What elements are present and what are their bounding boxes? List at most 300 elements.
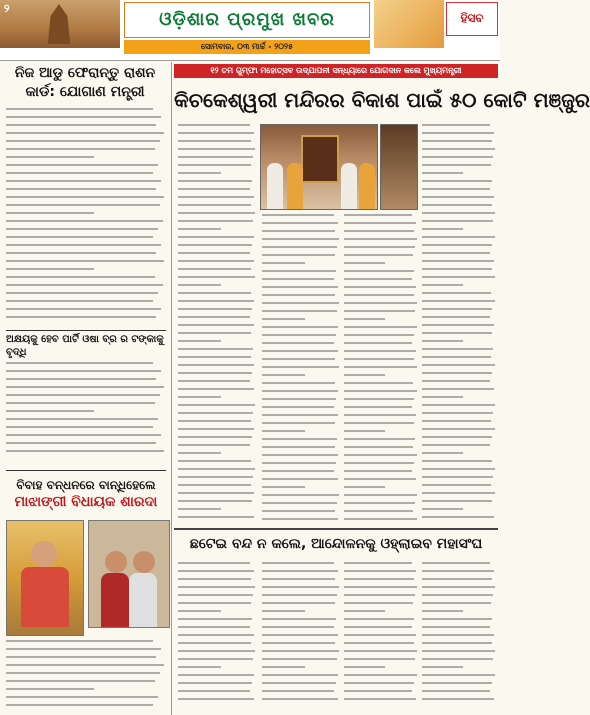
text-line — [6, 316, 156, 318]
text-line — [344, 650, 417, 652]
text-line — [344, 310, 415, 312]
text-line — [178, 300, 254, 302]
text-line — [422, 388, 494, 390]
text-line — [344, 462, 414, 464]
text-line — [262, 666, 305, 668]
text-line — [344, 278, 412, 280]
text-line — [178, 618, 252, 620]
text-line — [178, 650, 255, 652]
text-line — [6, 140, 160, 142]
text-line — [422, 364, 495, 366]
text-line — [6, 640, 153, 642]
text-line — [262, 634, 338, 636]
text-line — [262, 610, 305, 612]
text-line — [262, 650, 339, 652]
text-line — [422, 444, 490, 446]
person-figure — [341, 163, 357, 209]
text-line — [262, 618, 336, 620]
bottom-article-column-3 — [344, 562, 418, 710]
text-line — [262, 318, 305, 320]
text-line — [422, 396, 463, 398]
text-line — [422, 260, 494, 262]
text-line — [422, 682, 492, 684]
text-line — [344, 350, 416, 352]
text-line — [422, 666, 463, 668]
text-line — [178, 308, 252, 310]
text-line — [6, 648, 161, 650]
text-line — [178, 276, 255, 278]
text-line — [344, 334, 414, 336]
text-line — [178, 204, 251, 206]
text-line — [178, 682, 252, 684]
text-line — [422, 476, 493, 478]
text-line — [422, 452, 463, 454]
text-line — [344, 698, 416, 700]
text-line — [178, 164, 251, 166]
bride-face — [31, 541, 57, 567]
text-line — [344, 510, 413, 512]
text-line — [178, 380, 250, 382]
groom-face — [105, 551, 127, 573]
text-line — [344, 374, 385, 376]
text-line — [178, 674, 254, 676]
text-line — [262, 390, 338, 392]
text-line — [6, 696, 158, 698]
text-line — [178, 260, 254, 262]
text-line — [262, 494, 339, 496]
text-line — [422, 252, 490, 254]
text-line — [422, 276, 495, 278]
text-line — [344, 326, 417, 328]
text-line — [422, 500, 492, 502]
text-line — [178, 324, 254, 326]
text-line — [6, 442, 156, 444]
text-line — [178, 586, 255, 588]
headline-wedding-line2: ମାଝାଙ୍ଗୀ ବିଧାୟକ ଶାରଦା — [14, 494, 158, 511]
text-line — [178, 172, 221, 174]
text-line — [262, 470, 334, 472]
plaque-unveiling — [301, 135, 339, 183]
text-line — [262, 562, 334, 564]
text-line — [344, 634, 416, 636]
text-line — [6, 434, 161, 436]
text-line — [178, 476, 253, 478]
text-line — [422, 508, 463, 510]
text-line — [422, 468, 495, 470]
text-line — [262, 238, 339, 240]
text-line — [178, 284, 221, 286]
text-line — [422, 308, 492, 310]
temple-idol-photo — [380, 124, 418, 210]
text-line — [6, 212, 94, 214]
text-line — [6, 172, 153, 174]
text-line — [344, 454, 417, 456]
text-line — [422, 586, 495, 588]
text-line — [262, 626, 334, 628]
text-line — [422, 188, 490, 190]
text-line — [262, 602, 335, 604]
newspaper-logo — [446, 2, 498, 36]
text-line — [422, 602, 491, 604]
divider — [6, 330, 166, 331]
column-separator — [171, 62, 172, 715]
text-line — [178, 252, 250, 254]
text-line — [422, 570, 494, 572]
text-line — [422, 180, 492, 182]
text-line — [422, 578, 492, 580]
text-line — [262, 398, 336, 400]
text-line — [262, 366, 339, 368]
decorative-banner-image — [374, 0, 444, 48]
text-line — [422, 674, 495, 676]
text-line — [178, 594, 253, 596]
text-line — [6, 148, 155, 150]
text-line — [6, 164, 158, 166]
temple-banner-image — [0, 0, 120, 48]
text-line — [6, 156, 94, 158]
text-line — [344, 270, 414, 272]
text-line — [6, 124, 156, 126]
text-line — [344, 470, 412, 472]
person-figure — [267, 163, 283, 209]
text-line — [344, 518, 417, 520]
text-line — [422, 690, 490, 692]
text-line — [344, 578, 414, 580]
headline-ration-card-line2: କାର୍ଡ: ଯୋଗାଣ ମନ୍ତ୍ରୀ — [25, 84, 145, 101]
text-line — [422, 634, 494, 636]
text-line — [344, 366, 417, 368]
text-line — [422, 292, 491, 294]
text-line — [6, 664, 164, 666]
text-line — [178, 698, 254, 700]
text-line — [422, 124, 490, 126]
text-line — [178, 132, 254, 134]
text-line — [178, 356, 251, 358]
text-line — [6, 268, 94, 270]
text-line — [422, 324, 494, 326]
bride-face-2 — [133, 551, 155, 573]
text-line — [178, 642, 251, 644]
text-line — [178, 140, 251, 142]
text-line — [6, 180, 161, 182]
section-divider — [174, 528, 498, 530]
bottom-article-column-1 — [178, 562, 256, 710]
text-line — [422, 268, 492, 270]
text-line — [178, 602, 251, 604]
text-line — [178, 228, 221, 230]
text-line — [344, 230, 414, 232]
main-story-strap: ୧୨ ତମ ଗୁମ୍ଫା ମହୋତ୍ସବ ଉଦ୍‌ଯାପନୀ ସନ୍ଧ୍ୟାରେ ଯୋଗଦାନ କଲେ ମୁଖ୍ୟମନ୍ତ୍ରୀ — [174, 64, 498, 78]
bottom-article-column-2 — [262, 562, 340, 710]
text-line — [344, 254, 413, 256]
text-line — [344, 562, 412, 564]
text-line — [178, 332, 251, 334]
text-line — [6, 252, 156, 254]
text-line — [344, 494, 417, 496]
text-line — [344, 214, 412, 216]
text-line — [178, 340, 221, 342]
text-line — [178, 626, 250, 628]
text-line — [178, 412, 253, 414]
text-line — [422, 484, 491, 486]
text-line — [422, 156, 493, 158]
headline-ration-card — [4, 66, 166, 101]
text-line — [344, 358, 414, 360]
text-line — [344, 690, 412, 692]
text-line — [262, 510, 335, 512]
text-line — [262, 230, 335, 232]
text-line — [262, 270, 336, 272]
text-line — [6, 426, 153, 428]
text-line — [262, 278, 334, 280]
text-line — [6, 292, 158, 294]
text-line — [6, 386, 164, 388]
text-line — [422, 594, 493, 596]
text-line — [422, 164, 491, 166]
text-line — [344, 414, 416, 416]
text-line — [6, 450, 164, 452]
text-line — [344, 446, 413, 448]
main-article-column-4 — [422, 124, 496, 526]
text-line — [262, 486, 305, 488]
bottom-article-column-4 — [422, 562, 496, 710]
text-line — [344, 246, 415, 248]
page-number: ୨ — [4, 2, 10, 15]
text-line — [344, 502, 415, 504]
text-line — [422, 698, 494, 700]
text-line — [178, 348, 253, 350]
text-line — [6, 418, 158, 420]
headline-ration-card-line1: ନିଜ ଆଡୁ ଫେରାନ୍ତୁ ରାଶନ — [14, 65, 156, 81]
text-line — [6, 116, 161, 118]
headline-akshaya: ଅକ୍ଷୟକୁ ହେବ ପାର୍ଟି ଓଷା ବ୍ର ର ଟଙ୍କାକୁ ବୃଦ୍ଧି — [6, 334, 164, 358]
text-line — [344, 390, 417, 392]
text-line — [6, 410, 94, 412]
text-line — [262, 286, 338, 288]
section-title-box — [124, 2, 370, 38]
text-line — [344, 262, 385, 264]
text-line — [422, 460, 492, 462]
text-line — [6, 362, 153, 364]
text-line — [344, 570, 416, 572]
article-akshaya-body — [6, 362, 166, 462]
text-line — [178, 500, 252, 502]
text-line — [344, 626, 412, 628]
text-line — [344, 674, 417, 676]
text-line — [6, 378, 156, 380]
text-line — [6, 688, 94, 690]
text-line — [422, 380, 490, 382]
divider — [6, 470, 166, 471]
text-line — [178, 220, 253, 222]
text-line — [178, 396, 221, 398]
text-line — [178, 156, 253, 158]
text-line — [422, 420, 491, 422]
main-headline: କିଚକେଶ୍ୱରୀ ମନ୍ଦିରର ବିକାଶ ପାଇଁ ୫୦ କୋଟି ମଞ୍ଜୁର — [174, 88, 590, 112]
text-line — [178, 492, 254, 494]
text-line — [422, 516, 494, 518]
headline-wedding — [6, 478, 166, 511]
text-line — [6, 284, 163, 286]
text-line — [6, 300, 153, 302]
text-line — [344, 286, 416, 288]
text-line — [344, 294, 414, 296]
text-line — [422, 284, 463, 286]
text-line — [262, 326, 338, 328]
text-line — [178, 428, 254, 430]
text-line — [344, 398, 414, 400]
text-line — [262, 350, 338, 352]
text-line — [178, 180, 252, 182]
text-line — [178, 460, 251, 462]
text-line — [422, 236, 495, 238]
text-line — [422, 650, 495, 652]
text-line — [6, 220, 163, 222]
bottom-headline: ଛଟେଇ ବନ୍ଦ ନ କଲେ, ଆନ୍ଦୋଳନକୁ ଓହ୍ଲାଇବ ମହାସଂଘ — [189, 536, 483, 552]
text-line — [262, 578, 335, 580]
text-line — [178, 364, 254, 366]
text-line — [422, 228, 463, 230]
main-article-column-2 — [262, 214, 340, 526]
text-line — [262, 690, 334, 692]
text-line — [178, 148, 255, 150]
text-line — [422, 372, 492, 374]
text-line — [262, 462, 336, 464]
text-line — [6, 236, 153, 238]
text-line — [178, 196, 254, 198]
text-line — [422, 300, 495, 302]
text-line — [422, 204, 492, 206]
text-line — [178, 468, 255, 470]
text-line — [178, 484, 251, 486]
text-line — [6, 370, 161, 372]
text-line — [262, 358, 335, 360]
text-line — [344, 642, 414, 644]
text-line — [262, 594, 337, 596]
text-line — [262, 658, 337, 660]
text-line — [178, 244, 252, 246]
text-line — [262, 642, 335, 644]
text-line — [262, 246, 337, 248]
text-line — [6, 188, 156, 190]
text-line — [262, 254, 335, 256]
text-line — [262, 438, 337, 440]
text-line — [422, 140, 492, 142]
text-line — [422, 436, 492, 438]
text-line — [6, 132, 164, 134]
main-article-column-3 — [344, 214, 418, 526]
dateline: ସୋମବାର, ୦୩ ମାର୍ଚ୍ଚ - ୨୦୨୫ — [124, 40, 370, 54]
text-line — [178, 508, 221, 510]
text-line — [344, 406, 412, 408]
headline-wedding-line1: ବିବାହ ବନ୍ଧନରେ ବାନ୍ଧିହେଲେ — [16, 478, 156, 492]
bride-photo — [6, 520, 84, 636]
text-line — [344, 382, 413, 384]
text-line — [178, 316, 250, 318]
text-line — [422, 356, 491, 358]
text-line — [344, 602, 413, 604]
text-line — [262, 374, 305, 376]
text-line — [344, 618, 414, 620]
text-line — [178, 236, 254, 238]
text-line — [6, 402, 155, 404]
text-line — [6, 196, 164, 198]
text-line — [422, 618, 492, 620]
text-line — [422, 428, 495, 430]
text-line — [262, 334, 336, 336]
person-figure — [359, 163, 375, 209]
text-line — [262, 302, 339, 304]
text-line — [344, 238, 417, 240]
groom-attire — [101, 573, 129, 627]
text-line — [6, 244, 161, 246]
text-line — [422, 404, 495, 406]
text-line — [262, 674, 338, 676]
text-line — [422, 658, 493, 660]
text-line — [344, 222, 416, 224]
text-line — [262, 294, 335, 296]
text-line — [6, 656, 156, 658]
text-line — [262, 454, 338, 456]
text-line — [262, 570, 338, 572]
text-line — [178, 292, 251, 294]
text-line — [178, 388, 254, 390]
text-line — [262, 518, 338, 520]
text-line — [344, 342, 412, 344]
text-line — [178, 372, 252, 374]
text-line — [344, 666, 385, 668]
text-line — [262, 214, 334, 216]
text-line — [422, 148, 495, 150]
masthead — [0, 0, 500, 61]
text-line — [178, 658, 253, 660]
text-line — [262, 682, 336, 684]
text-line — [344, 594, 415, 596]
text-line — [262, 310, 337, 312]
text-line — [178, 212, 255, 214]
text-line — [178, 188, 250, 190]
text-line — [262, 586, 339, 588]
text-line — [344, 610, 385, 612]
text-line — [178, 666, 221, 668]
text-line — [262, 406, 334, 408]
couple-photo — [88, 520, 170, 628]
text-line — [422, 212, 495, 214]
text-line — [344, 586, 417, 588]
text-line — [262, 478, 338, 480]
bride-attire — [129, 573, 157, 627]
text-line — [422, 626, 490, 628]
text-line — [344, 430, 385, 432]
text-line — [178, 444, 250, 446]
text-line — [344, 658, 415, 660]
text-line — [344, 486, 385, 488]
bride-saree — [21, 567, 69, 627]
text-line — [6, 394, 160, 396]
text-line — [178, 452, 221, 454]
text-line — [262, 698, 338, 700]
text-line — [178, 436, 252, 438]
text-line — [422, 172, 463, 174]
text-line — [422, 332, 492, 334]
section-title: ଓଡ଼ିଶାର ପ୍ରମୁଖ ଖବର — [159, 9, 335, 30]
main-article-column-1 — [178, 124, 256, 524]
text-line — [344, 682, 414, 684]
text-line — [178, 562, 250, 564]
text-line — [6, 704, 153, 706]
text-line — [178, 420, 251, 422]
text-line — [6, 672, 160, 674]
